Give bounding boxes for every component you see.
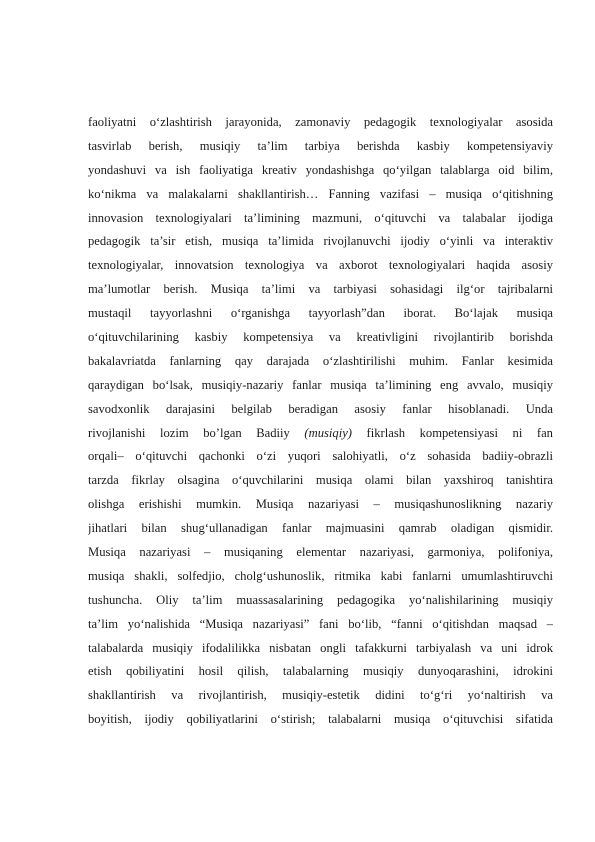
text-line: Musiqa nazariyasi – musiqaning elementar nazariyasi, garmoniya, polifoniya, <box>88 545 553 560</box>
text-line: orqali– o‘qituvchi qachonki o‘zi yuqori salohiyatli, o‘z sohasida badiiy-obrazli <box>88 449 553 464</box>
text-line: talabalarda musiqiy ifodalilikka nisbatan ongli tafakkurni tarbiyalash va uni idrok <box>88 640 553 655</box>
text-line: jihatlari bilan shug‘ullanadigan fanlar majmuasini qamrab oladigan qismidir. <box>88 521 553 536</box>
text-line: tasvirlab berish, musiqiy ta’lim tarbiya berishda kasbiy kompetensiyaviy <box>88 138 553 153</box>
text-segment: rivojlanishi lozim bo’lgan Badiiy <box>88 425 290 440</box>
text-line: shakllantirish va rivojlantirish, musiqiy-estetik didini to‘g‘ri yo‘naltirish va <box>88 688 553 703</box>
text-line: boyitish, ijodiy qobiliyatlarini o‘stirish; talabalarni musiqa o‘qituvchisi sifatida <box>88 712 553 727</box>
text-line: tarzda fikrlay olsagina o‘quvchilarini musiqa olami bilan yaxshiroq tanishtira <box>88 473 553 488</box>
text-line: pedagogik ta’sir etish, musiqa ta’limida rivojlanuvchi ijodiy o‘yinli va interaktiv <box>88 234 553 249</box>
text-segment: fikrlash kompetensiyasi ni fan <box>351 425 553 440</box>
text-line: etish qobiliyatini hosil qilish, talabalarning musiqiy dunyoqarashini, idrokini <box>88 664 553 679</box>
italic-segment: (musiqiy) <box>304 425 352 440</box>
text-line: musiqa shakli, solfedjio, cholg‘ushunoslik, ritmika kabi fanlarni umumlashtiruvchi <box>88 568 553 583</box>
body-text <box>88 111 553 732</box>
text-line: innovasion texnologiyalari ta’limining mazmuni, o‘qituvchi va talabalar ijodiga <box>88 210 553 225</box>
text-line: mustaqil tayyorlashni o‘rganishga tayyorlash”dan iborat. Bo‘lajak musiqa <box>88 306 553 321</box>
text-line: olishga erishishi mumkin. Musiqa nazariyasi – musiqashunoslikning nazariy <box>88 497 553 512</box>
text-line: qaraydigan bo‘lsak, musiqiy-nazariy fanlar musiqa ta’limining eng avvalo, musiqiy <box>88 377 553 392</box>
text-line: ko‘nikma va malakalarni shakllantirish… Fanning vazifasi – musiqa o‘qitishning <box>88 186 553 201</box>
text-line: tushuncha. Oliy ta’lim muassasalarining pedagogika yo‘nalishilarining musiqiy <box>88 592 553 607</box>
text-line: texnologiyalar, innovatsion texnologiya va axborot texnologiyalari haqida asosiy <box>88 258 553 273</box>
text-line: savodxonlik darajasini belgilab beradigan asosiy fanlar hisoblanadi. Unda <box>88 401 553 416</box>
text-line: o‘qituvchilarining kasbiy kompetensiya va kreativligini rivojlantirib borishda <box>88 330 553 345</box>
text-line: faoliyatni o‘zlashtirish jarayonida, zamonaviy pedagogik texnologiyalar asosida <box>88 115 553 129</box>
text-line: yondashuvi va ish faoliyatiga kreativ yondashishga qo‘yilgan talablarga oid bilim, <box>88 162 553 177</box>
text-line: ta’lim yo‘nalishida “Musiqa nazariyasi” fani bo‘lib, “fanni o‘qitishdan maqsad – <box>88 616 553 631</box>
text-line: ma’lumotlar berish. Musiqa ta’limi va tarbiyasi sohasidagi ilg‘or tajribalarni <box>88 282 553 297</box>
text-line: bakalavriatda fanlarning qay darajada o‘zlashtirilishi muhim. Fanlar kesimida <box>88 353 553 368</box>
text-line-mixed <box>88 422 553 446</box>
